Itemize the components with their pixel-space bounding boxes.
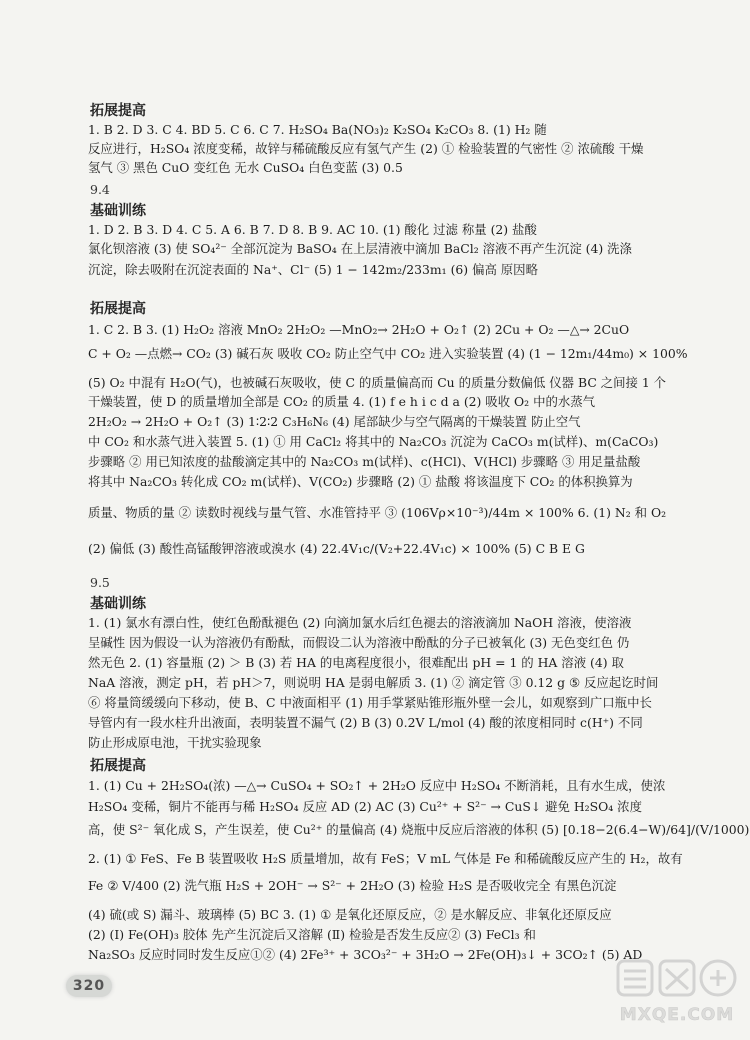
answer-line-20: NaA 溶液，测定 pH，若 pH＞7，则说明 HA 是弱电解质 3. (1) ② 滴定管 ③ 0.12 g ⑤ 反应起讫时间 [88,675,659,690]
answer-line-29: (4) 硫(或 S) 漏斗、玻璃棒 (5) BC 3. (1) ① 是氧化还原反应，② 是水解反应、非氧化还原反应 [88,907,612,922]
section-heading-basic-2: 基础训练 [90,596,146,612]
answer-line-12: 中 CO₂ 和水蒸气进入装置 5. (1) ① 用 CaCl₂ 将其中的 Na₂CO₃ 沉淀为 CaCO₃ m(试样)、m(CaCO₃) [88,434,659,449]
answer-line-24: 1. (1) Cu + 2H₂SO₄(浓) —△→ CuSO₄ + SO₂↑ + 2H₂O 反应中 H₂SO₄ 不断消耗，且有水生成，使浓 [88,778,666,793]
answer-line-10: 干燥装置，使 D 的质量增加全部是 CO₂ 的质量 4. (1) f e h i c d a (2) 吸收 O₂ 中的水蒸气 [88,394,596,409]
answer-line-1: 1. B 2. D 3. C 4. BD 5. C 6. C 7. H₂SO₄ Ba(NO₃)₂ K₂SO₄ K₂CO₃ 8. (1) H₂ 随 [88,122,547,137]
page-number: 320 [66,975,112,997]
watermark [612,955,742,1033]
answer-line-7: 1. C 2. B 3. (1) H₂O₂ 溶液 MnO₂ 2H₂O₂ —MnO₂→ 2H₂O + O₂↑ (2) 2Cu + O₂ —△→ 2CuO [88,322,630,337]
answer-line-25: H₂SO₄ 变稀，铜片不能再与稀 H₂SO₄ 反应 AD (2) AC (3) Cu²⁺ + S²⁻ → CuS↓ 避免 H₂SO₄ 浓度 [88,799,642,814]
answer-line-26: 高，使 S²⁻ 氧化成 S，产生误差，使 Cu²⁺ 的量偏高 (4) 烧瓶中反应后溶液的体积 (5) [0.18−2(6.4−W)/64]/(V/1000) [88,822,750,837]
answer-line-5: 氯化钡溶液 (3) 使 SO₄²⁻ 全部沉淀为 BaSO₄ 在上层清液中滴加 BaCl₂ 溶液不再产生沉淀 (4) 洗涤 [88,241,632,256]
section-number-9-5: 9.5 [90,575,110,590]
answer-line-16: (2) 偏低 (3) 酸性高锰酸钾溶液或溴水 (4) 22.4V₁c/(V₂+22.4V₁c) × 100% (5) C B E G [88,541,585,556]
answer-line-9: (5) O₂ 中混有 H₂O(气)，也被碱石灰吸收，使 C 的质量偏高而 Cu 的质量分数偏低 仪器 BC 之间接 1 个 [88,375,667,390]
answer-line-3: 氢气 ③ 黑色 CuO 变红色 无水 CuSO₄ 白色变蓝 (3) 0.5 [88,160,403,175]
answer-line-19: 然无色 2. (1) 容量瓶 (2) ＞ B (3) 若 HA 的电离程度很小，很难配出 pH = 1 的 HA 溶液 (4) 取 [88,655,624,670]
answer-line-8: C + O₂ —点燃→ CO₂ (3) 碱石灰 吸收 CO₂ 防止空气中 CO₂ 进入实验装置 (4) (1 − 12m₁/44m₀) × 100% [88,346,688,361]
watermark-url: MXQE.COM [619,1005,735,1025]
answer-line-23: 防止形成原电池，干扰实验现象 [88,735,262,750]
answer-line-17: 1. (1) 氯水有漂白性，使红色酚酞褪色 (2) 向滴加氯水后红色褪去的溶液滴加 NaOH 溶液，使溶液 [88,615,632,630]
section-heading-extension-2: 拓展提高 [90,301,146,317]
answer-line-22: 导管内有一段水柱升出液面，表明装置不漏气 (2) B (3) 0.2V L/mol (4) 酸的浓度相同时 c(H⁺) 不同 [88,715,643,730]
answer-line-4: 1. D 2. B 3. D 4. C 5. A 6. B 7. D 8. B 9. AC 10. (1) 酸化 过滤 称量 (2) 盐酸 [88,222,537,237]
answer-line-27: 2. (1) ① FeS、Fe B 装置吸收 H₂S 质量增加，故有 FeS；V mL 气体是 Fe 和稀硫酸反应产生的 H₂，故有 [88,851,683,866]
section-number-9-4: 9.4 [90,182,110,197]
watermark-logo-icon [612,955,742,1003]
section-heading-extension-3: 拓展提高 [90,758,146,774]
answer-line-31: Na₂SO₃ 反应时同时发生反应①② (4) 2Fe³⁺ + 3CO₃²⁻ + 3H₂O → 2Fe(OH)₃↓ + 3CO₂↑ (5) AD [88,947,643,962]
answer-line-14: 将其中 Na₂CO₃ 转化成 CO₂ m(试样)、V(CO₂) 步骤略 (2) ① 盐酸 将该温度下 CO₂ 的体积换算为 [88,474,633,489]
answer-line-2: 反应进行，H₂SO₄ 浓度变稀，故锌与稀硫酸反应有氢气产生 (2) ① 检验装置的气密性 ② 浓硫酸 干燥 [88,141,644,156]
section-heading-basic-1: 基础训练 [90,203,146,219]
answer-line-15: 质量、物质的量 ② 读数时视线与量气管、水准管持平 ③ (106Vρ×10⁻³)/44m × 100% 6. (1) N₂ 和 O₂ [88,505,667,520]
answer-line-6: 沉淀，除去吸附在沉淀表面的 Na⁺、Cl⁻ (5) 1 − 142m₂/233m₁ (6) 偏高 原因略 [88,262,538,277]
answer-line-28: Fe ② V/400 (2) 洗气瓶 H₂S + 2OH⁻ → S²⁻ + 2H₂O (3) 检验 H₂S 是否吸收完全 有黑色沉淀 [88,878,617,893]
answer-line-13: 步骤略 ② 用已知浓度的盐酸滴定其中的 Na₂CO₃ m(试样)、c(HCl)、V(HCl) 步骤略 ③ 用足量盐酸 [88,454,641,469]
answer-line-21: ⑥ 将量筒缓缓向下移动，使 B、C 中液面相平 (1) 用手掌紧贴锥形瓶外壁一会儿，如观察到广口瓶中长 [88,695,652,710]
answer-line-11: 2H₂O₂ → 2H₂O + O₂↑ (3) 1∶2∶2 C₃H₆N₆ (4) 尾部缺少与空气隔离的干燥装置 防止空气 [88,414,581,429]
section-heading-extension-1: 拓展提高 [90,103,146,119]
answer-line-30: (2) (Ⅰ) Fe(OH)₃ 胶体 先产生沉淀后又溶解 (Ⅱ) 检验是否发生反应② (3) FeCl₃ 和 [88,927,536,942]
answer-line-18: 呈碱性 因为假设一认为溶液仍有酚酞，而假设二认为溶液中酚酞的分子已被氧化 (3) 无色变红色 仍 [88,635,630,650]
